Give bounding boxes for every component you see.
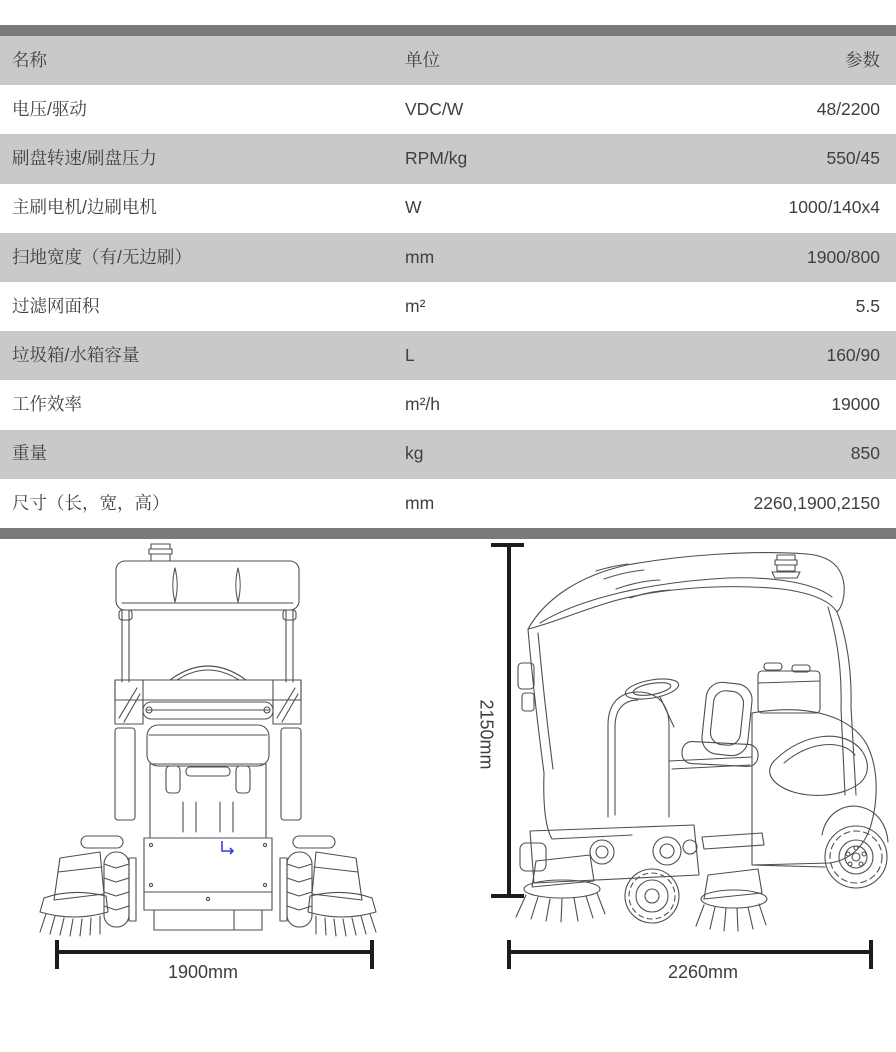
row-name-cell: 垃圾箱/水箱容量: [12, 345, 140, 366]
width-dimension-right-tick: [370, 940, 374, 969]
row-unit-cell: m²: [405, 295, 426, 316]
row-name-cell: 主刷电机/边刷电机: [12, 197, 157, 218]
width-dimension-line: [55, 950, 374, 954]
height-dimension-bottom-tick: [491, 894, 524, 898]
table-row: [0, 479, 896, 528]
table-row: [0, 85, 896, 134]
row-value-cell: 2260,1900,2150: [753, 492, 880, 513]
table-row: [0, 430, 896, 479]
length-dimension-line: [507, 950, 873, 954]
row-value-cell: 850: [850, 443, 880, 464]
row-name-cell: 电压/驱动: [12, 99, 87, 120]
table-header-row: [0, 36, 896, 85]
row-value-cell: 1000/140x4: [788, 197, 880, 218]
row-name-cell: 扫地宽度（有/无边刷）: [12, 246, 192, 267]
length-dimension-left-tick: [507, 940, 511, 969]
row-name-cell: 尺寸（长，宽，高）: [12, 492, 170, 513]
row-unit-cell: L: [405, 345, 415, 366]
table-row: [0, 282, 896, 331]
row-unit-cell: mm: [405, 492, 435, 513]
length-dimension-right-tick: [869, 940, 873, 969]
height-dimension-line: [507, 545, 511, 898]
row-value-cell: 1900/800: [807, 246, 880, 267]
length-dimension-label: 2260mm: [667, 962, 739, 982]
width-dimension-left-tick: [55, 940, 59, 969]
table-row: [0, 233, 896, 282]
row-unit-cell: kg: [405, 443, 424, 464]
table-bottom-border: [0, 528, 896, 539]
side-view-drawing: [512, 545, 892, 943]
spec-table: [0, 36, 896, 528]
row-value-cell: 19000: [831, 394, 880, 415]
table-top-border: [0, 25, 896, 36]
row-unit-cell: VDC/W: [405, 99, 464, 120]
row-name-cell: 过滤网面积: [12, 295, 100, 316]
row-value-cell: 48/2200: [816, 99, 880, 120]
table-row: [0, 134, 896, 183]
column-header-name: 名称: [12, 49, 47, 70]
column-header-value: 参数: [845, 49, 880, 70]
table-row: [0, 380, 896, 429]
width-dimension-label: 1900mm: [167, 962, 239, 982]
row-value-cell: 160/90: [826, 345, 880, 366]
table-row: [0, 184, 896, 233]
front-view-drawing: [38, 542, 406, 940]
origin-marker: [222, 841, 233, 854]
column-header-unit: 单位: [405, 49, 440, 70]
row-name-cell: 工作效率: [12, 394, 82, 415]
row-value-cell: 5.5: [855, 295, 880, 316]
row-name-cell: 重量: [12, 443, 47, 464]
row-name-cell: 刷盘转速/刷盘压力: [12, 148, 157, 169]
row-value-cell: 550/45: [826, 148, 880, 169]
row-unit-cell: RPM/kg: [405, 148, 468, 169]
table-row: [0, 331, 896, 380]
height-dimension-label: 2150mm: [476, 699, 497, 770]
row-unit-cell: mm: [405, 246, 435, 267]
row-unit-cell: W: [405, 197, 422, 218]
row-unit-cell: m²/h: [405, 394, 440, 415]
